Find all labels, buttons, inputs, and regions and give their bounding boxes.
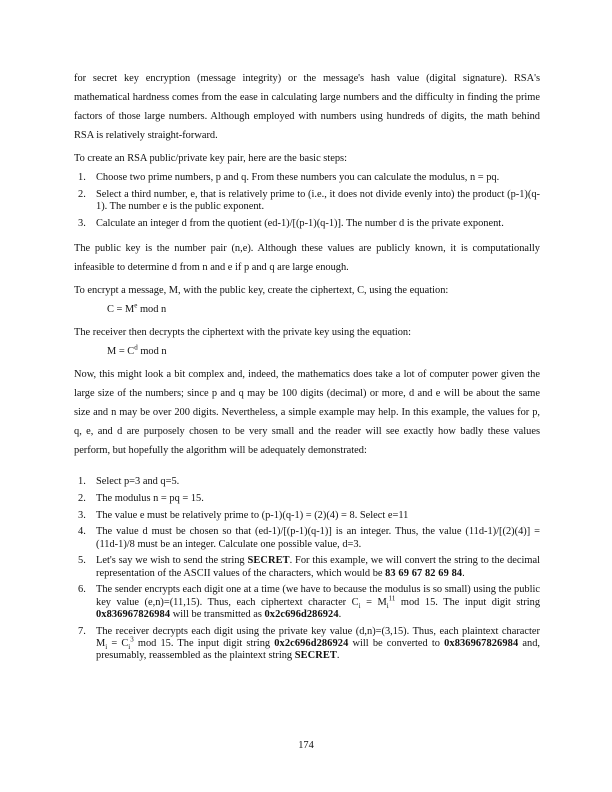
list-item — [74, 476, 540, 488]
list-text: Choose two prime numbers, p and q. From these numbers you can calculate the modulus, n = pq. — [96, 172, 500, 183]
list-number: 2. — [78, 492, 86, 504]
output-digit-string: 0x2c696d286924 — [264, 608, 339, 620]
list-text: The modulus n = pq = 15. — [96, 492, 204, 504]
list-number: 2. — [78, 188, 86, 200]
page-content — [74, 69, 540, 667]
list-number: 4. — [78, 526, 86, 538]
list-text: The sender encrypts each digit one at a time (we have to because the modulus is so small) using the public key value (e,n)=(11,15). Thus, each ciphertext character $C_i = M_i^{11}$ mod 15. The input digit string 0x836967826984 will be transmitted as 0x2c696d286924. — [96, 584, 541, 620]
list-item — [74, 510, 540, 522]
list-number: 7. — [78, 625, 86, 637]
list-item — [74, 526, 540, 550]
secret-string: SECRET — [294, 650, 337, 661]
example-paragraph: Now, this might look a bit complex and, indeed, the mathematics does take a lot of computer power given the large size of the numbers; since p and q may be 100 digits (decimal) or more, d and e will be about the same size and n may be over 200 digits. Nevertheless, a simple example may help. In this example, the values for p, q, e, and d are purposely chosen to be very small and the reader will see exactly how badly these values perform, but hopefully the algorithm will be adequately demonstrated: — [74, 369, 540, 456]
key-pair-steps-intro: To create an RSA public/private key pair, here are the basic steps: — [74, 153, 347, 164]
list-item — [74, 555, 540, 579]
input-digit-string: 0x2c696d286924 — [274, 637, 349, 649]
list-number: 5. — [78, 555, 86, 567]
list-item — [74, 218, 540, 230]
list-item — [74, 493, 540, 505]
list-text: The value d must be chosen so that (ed-1)/[(p-1)(q-1)] is an integer. Thus, the value (11d-1)/[(2)(4)] = (11d-1)/8 must be an integer. Calculate one possible value, d=3. — [96, 526, 540, 550]
ascii-values: 83 69 67 82 69 84 — [385, 567, 463, 579]
list-text: The value e must be relatively prime to (p-1)(q-1) = (2)(4) = 8. Select e=11 — [96, 509, 409, 521]
list-item — [74, 584, 540, 621]
list-item — [74, 172, 540, 184]
encrypt-intro: To encrypt a message, M, with the public key, create the ciphertext, C, using the equation: — [74, 285, 449, 296]
decrypt-equation: $M = C^d$ mod n — [107, 343, 167, 357]
list-item — [74, 626, 540, 663]
secret-string: SECRET — [247, 555, 290, 567]
public-key-paragraph: The public key is the number pair (n,e). Although these values are publicly known, it is computationally infeasible to determine d from n and e if p and q are large enough. — [74, 243, 540, 273]
list-text: Calculate an integer d from the quotient (ed-1)/[(p-1)(q-1)]. The number d is the private exponent. — [96, 217, 504, 229]
encrypt-equation: $C = M^e$ mod n — [107, 301, 167, 315]
page-number: 174 — [298, 740, 314, 751]
decrypt-intro: The receiver then decrypts the ciphertext with the private key using the equation: — [74, 327, 411, 338]
list-text: Select p=3 and q=5. — [96, 476, 180, 487]
list-number: 6. — [78, 584, 86, 596]
key-pair-steps-list — [74, 172, 540, 230]
list-text: Select a third number, e, that is relatively prime to (i.e., it does not divide evenly into) the product (p-1)(q-1). The number e is the public exponent. — [96, 188, 540, 212]
list-text: Let's say we wish to send the string SECRET. For this example, we will convert the string to the decimal representation of the ASCII values of the characters, which would be 83 69 67 82 69 84. — [96, 555, 541, 579]
list-number: 3. — [78, 217, 86, 229]
list-number: 1. — [78, 476, 86, 487]
list-number: 1. — [78, 172, 86, 183]
list-item — [74, 189, 540, 213]
list-number: 3. — [78, 509, 86, 521]
example-steps-list — [74, 476, 540, 662]
input-digit-string: 0x836967826984 — [96, 608, 171, 620]
list-text: The receiver decrypts each digit using the private key value (d,n)=(3,15). Thus, each plaintext character $M_i = C_i^3$ mod 15. The input digit string 0x2c696d286924 will be converted to 0x836967826984 and, presumably, reassembled as the plaintext string SECRET. — [96, 625, 540, 661]
intro-paragraph: for secret key encryption (message integrity) or the message's hash value (digital signature). RSA's mathematical hardness comes from the ease in calculating large numbers and the difficulty in finding the prime factors of those large numbers. Although employed with numbers using hundreds of digits, the math behind RSA is relatively straight-forward. — [74, 73, 540, 141]
output-digit-string: 0x836967826984 — [444, 637, 519, 649]
